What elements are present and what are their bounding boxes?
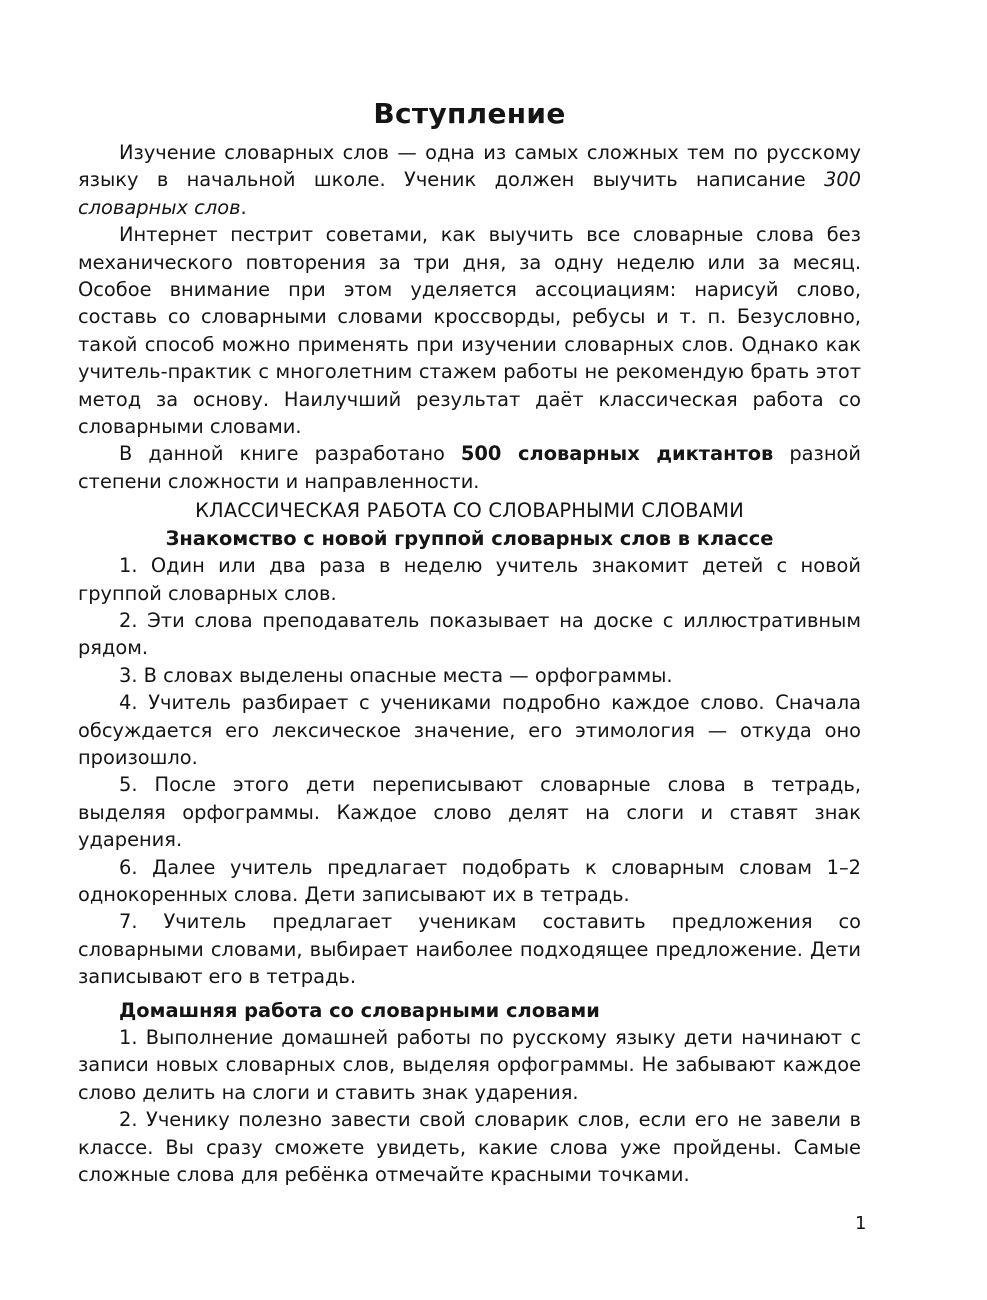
list-item: 2. Эти слова преподаватель показывает на доске с иллюстративным рядом.: [78, 608, 861, 660]
list-item: 4. Учитель разбирает с учениками подробно каждое слово. Сначала обсуждается его лексическое значение, его этимология — откуда оно произошло.: [78, 691, 861, 769]
section-heading: Домашняя работа со словарными словами: [119, 998, 600, 1022]
page-number: 1: [855, 1213, 867, 1234]
page-content: [78, 139, 861, 1188]
list-item: 7. Учитель предлагает ученикам составить предложения со словарными словами, выбирает наиболее подходящее предложение. Дети записывают его в тетрадь.: [78, 910, 861, 989]
intro-italic-text: 300 словарных слов: [78, 168, 861, 219]
intro-paragraph-2: Интернет пестрит советами, как выучить все словарные слова без механического повторения за три дня, за одну неделю или за месяц. Особое внимание при этом уделяется ассоциациям: нарисуй слово, составь со словарными словами кроссворды, ребусы и т. п. Безусловно, такой способ можно применять при изучении словарных слов. Однако как учитель-практик с многолетним стажем работы не рекомендую брать этот метод за основу. Наилучший результат даёт классическая работа со словарными словами.: [78, 223, 861, 439]
list-item: 1. Один или два раза в неделю учитель знакомит детей с новой группой словарных слов.: [78, 554, 861, 605]
list-item: 1. Выполнение домашней работы по русскому языку дети начинают с записи новых словарных слов, выделяя орфограммы. Не забывают каждое слово делить на слоги и ставить знак ударения.: [78, 1026, 861, 1104]
intro-text-end: .: [240, 195, 247, 219]
page-title: Вступление: [373, 97, 566, 130]
section-heading: Знакомство с новой группой словарных слов в классе: [165, 526, 774, 550]
list-item: 3. В словах выделены опасные места — орфограммы.: [119, 663, 673, 687]
list-item: 5. После этого дети переписывают словарные слова в тетрадь, выделяя орфограммы. Каждое слово делят на слоги и ставят знак ударения.: [78, 773, 861, 852]
intro-paragraph-1: [78, 139, 861, 221]
intro-text-end: разной степени сложности и направленности.: [78, 442, 861, 493]
intro-text: В данной книге разработано: [119, 442, 461, 466]
intro-paragraph-3: [78, 440, 861, 495]
section-caps-heading: КЛАССИЧЕСКАЯ РАБОТА СО СЛОВАРНЫМИ СЛОВАМИ: [195, 499, 744, 523]
list-item: 6. Далее учитель предлагает подобрать к словарным словам 1–2 однокоренных слова. Дети записывают их в тетрадь.: [78, 855, 861, 906]
intro-bold-text: 500 словарных диктантов: [460, 442, 774, 466]
intro-text: Изучение словарных слов — одна из самых сложных тем по русскому языку в начальной школе. Ученик должен выучить написание: [78, 141, 861, 192]
list-item: 2. Ученику полезно завести свой словарик слов, если его не завели в классе. Вы сразу сможете увидеть, какие слова уже пройдены. Самые сложные слова для ребёнка отмечайте красными точками.: [78, 1108, 861, 1187]
